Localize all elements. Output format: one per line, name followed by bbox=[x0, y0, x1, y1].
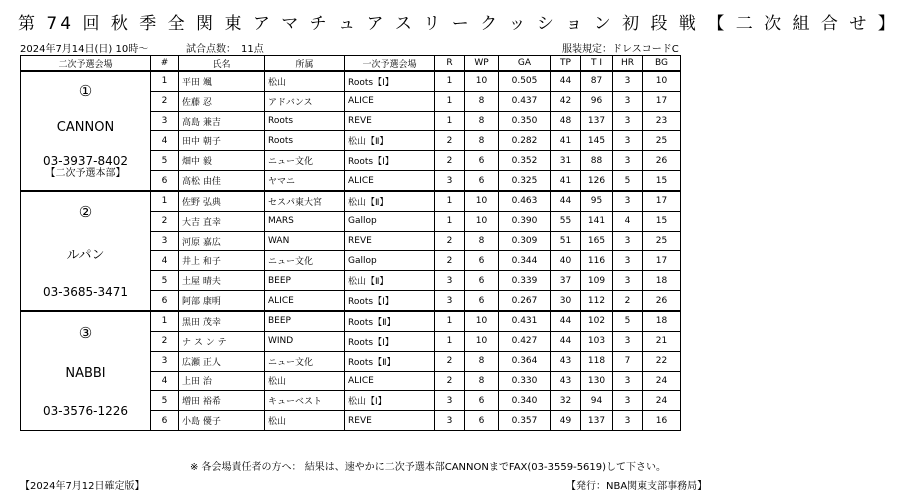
table-row bbox=[21, 71, 681, 91]
pairings-table bbox=[20, 55, 681, 431]
row-number: 4 bbox=[151, 251, 179, 271]
innings: 130 bbox=[581, 371, 613, 391]
best-game: 23 bbox=[643, 111, 681, 131]
high-run: 5 bbox=[613, 311, 643, 331]
row-number: 4 bbox=[151, 371, 179, 391]
affiliation: ニュー文化 bbox=[265, 251, 345, 271]
high-run: 3 bbox=[613, 91, 643, 111]
rank: 1 bbox=[435, 111, 465, 131]
innings: 145 bbox=[581, 131, 613, 151]
average: 0.344 bbox=[499, 251, 551, 271]
average: 0.267 bbox=[499, 291, 551, 311]
rank: 2 bbox=[435, 231, 465, 251]
affiliation: ニュー文化 bbox=[265, 151, 345, 171]
player-name: 阿部 康明 bbox=[179, 291, 265, 311]
row-number: 2 bbox=[151, 91, 179, 111]
rank: 2 bbox=[435, 371, 465, 391]
venue-cell bbox=[21, 311, 151, 431]
win-points: 10 bbox=[465, 211, 499, 231]
affiliation: WIND bbox=[265, 331, 345, 351]
row-number: 3 bbox=[151, 111, 179, 131]
win-points: 6 bbox=[465, 151, 499, 171]
affiliation: Roots bbox=[265, 111, 345, 131]
row-number: 5 bbox=[151, 391, 179, 411]
win-points: 10 bbox=[465, 191, 499, 211]
high-run: 2 bbox=[613, 291, 643, 311]
row-number: 5 bbox=[151, 271, 179, 291]
high-run: 3 bbox=[613, 151, 643, 171]
total-points: 44 bbox=[551, 191, 581, 211]
innings: 141 bbox=[581, 211, 613, 231]
innings: 103 bbox=[581, 331, 613, 351]
affiliation: MARS bbox=[265, 211, 345, 231]
player-name: 黒田 茂幸 bbox=[179, 311, 265, 331]
win-points: 8 bbox=[465, 131, 499, 151]
affiliation: 松山 bbox=[265, 71, 345, 91]
rank: 1 bbox=[435, 331, 465, 351]
event-date: 2024年7月14日(日) 10時～ bbox=[20, 44, 149, 55]
best-game: 25 bbox=[643, 231, 681, 251]
publisher: 【発行：NBA関東支部事務局】 bbox=[566, 481, 708, 492]
innings: 126 bbox=[581, 171, 613, 191]
innings: 137 bbox=[581, 411, 613, 431]
rank: 1 bbox=[435, 211, 465, 231]
total-points: 51 bbox=[551, 231, 581, 251]
col-header: 氏名 bbox=[179, 56, 265, 72]
rank: 2 bbox=[435, 251, 465, 271]
prelim-venue: ALICE bbox=[345, 91, 435, 111]
confirmed-version: 【2024年7月12日確定版】 bbox=[20, 481, 145, 492]
affiliation: ニュー文化 bbox=[265, 351, 345, 371]
match-points: 試合点数： 11点 bbox=[186, 44, 264, 55]
high-run: 3 bbox=[613, 251, 643, 271]
player-name: 上田 治 bbox=[179, 371, 265, 391]
prelim-venue: Roots【Ⅰ】 bbox=[345, 71, 435, 91]
col-header: # bbox=[151, 56, 179, 72]
row-number: 3 bbox=[151, 231, 179, 251]
best-game: 22 bbox=[643, 351, 681, 371]
high-run: 3 bbox=[613, 331, 643, 351]
col-header: HR bbox=[613, 56, 643, 72]
row-number: 6 bbox=[151, 411, 179, 431]
average: 0.390 bbox=[499, 211, 551, 231]
row-number: 3 bbox=[151, 351, 179, 371]
innings: 87 bbox=[581, 71, 613, 91]
rank: 3 bbox=[435, 271, 465, 291]
venue-name: CANNON bbox=[56, 120, 115, 135]
win-points: 6 bbox=[465, 411, 499, 431]
innings: 116 bbox=[581, 251, 613, 271]
innings: 88 bbox=[581, 151, 613, 171]
player-name: 小島 優子 bbox=[179, 411, 265, 431]
high-run: 3 bbox=[613, 71, 643, 91]
rank: 1 bbox=[435, 91, 465, 111]
rank: 2 bbox=[435, 151, 465, 171]
high-run: 3 bbox=[613, 131, 643, 151]
average: 0.340 bbox=[499, 391, 551, 411]
average: 0.350 bbox=[499, 111, 551, 131]
average: 0.431 bbox=[499, 311, 551, 331]
affiliation: BEEP bbox=[265, 271, 345, 291]
venue-phone: 03-3937-8402 bbox=[42, 154, 128, 168]
affiliation: ヤマニ bbox=[265, 171, 345, 191]
affiliation: 松山 bbox=[265, 371, 345, 391]
col-header: TP bbox=[551, 56, 581, 72]
col-header: 二次予選会場 bbox=[21, 56, 151, 72]
player-name: 土屋 晴夫 bbox=[179, 271, 265, 291]
total-points: 42 bbox=[551, 91, 581, 111]
best-game: 18 bbox=[643, 271, 681, 291]
best-game: 15 bbox=[643, 171, 681, 191]
venue-cell bbox=[21, 71, 151, 191]
player-name: ナ ス ン テ bbox=[179, 331, 265, 351]
win-points: 8 bbox=[465, 111, 499, 131]
affiliation: アドバンス bbox=[265, 91, 345, 111]
high-run: 4 bbox=[613, 211, 643, 231]
venue-name: NABBI bbox=[65, 366, 106, 381]
high-run: 3 bbox=[613, 411, 643, 431]
high-run: 5 bbox=[613, 171, 643, 191]
row-number: 2 bbox=[151, 211, 179, 231]
total-points: 49 bbox=[551, 411, 581, 431]
affiliation: セスパ東大宮 bbox=[265, 191, 345, 211]
innings: 165 bbox=[581, 231, 613, 251]
rank: 3 bbox=[435, 411, 465, 431]
total-points: 44 bbox=[551, 331, 581, 351]
col-header: GA bbox=[499, 56, 551, 72]
prelim-venue: Gallop bbox=[345, 251, 435, 271]
rank: 1 bbox=[435, 191, 465, 211]
best-game: 21 bbox=[643, 331, 681, 351]
innings: 109 bbox=[581, 271, 613, 291]
affiliation: 松山 bbox=[265, 411, 345, 431]
prelim-venue: Roots【Ⅱ】 bbox=[345, 351, 435, 371]
row-number: 6 bbox=[151, 291, 179, 311]
average: 0.437 bbox=[499, 91, 551, 111]
win-points: 8 bbox=[465, 351, 499, 371]
prelim-venue: Roots【Ⅰ】 bbox=[345, 151, 435, 171]
best-game: 17 bbox=[643, 251, 681, 271]
average: 0.309 bbox=[499, 231, 551, 251]
player-name: 佐藤 忍 bbox=[179, 91, 265, 111]
best-game: 24 bbox=[643, 391, 681, 411]
row-number: 1 bbox=[151, 71, 179, 91]
best-game: 17 bbox=[643, 191, 681, 211]
average: 0.352 bbox=[499, 151, 551, 171]
player-name: 佐野 弘典 bbox=[179, 191, 265, 211]
prelim-venue: 松山【Ⅱ】 bbox=[345, 131, 435, 151]
best-game: 17 bbox=[643, 91, 681, 111]
average: 0.463 bbox=[499, 191, 551, 211]
best-game: 24 bbox=[643, 371, 681, 391]
affiliation: ALICE bbox=[265, 291, 345, 311]
row-number: 1 bbox=[151, 191, 179, 211]
total-points: 32 bbox=[551, 391, 581, 411]
prelim-venue: ALICE bbox=[345, 171, 435, 191]
rank: 1 bbox=[435, 71, 465, 91]
win-points: 8 bbox=[465, 371, 499, 391]
venue-name: ルパン bbox=[66, 247, 105, 263]
average: 0.282 bbox=[499, 131, 551, 151]
prelim-venue: Roots【Ⅰ】 bbox=[345, 291, 435, 311]
best-game: 10 bbox=[643, 71, 681, 91]
player-name: 増田 裕希 bbox=[179, 391, 265, 411]
average: 0.364 bbox=[499, 351, 551, 371]
best-game: 26 bbox=[643, 151, 681, 171]
row-number: 1 bbox=[151, 311, 179, 331]
venue-phone: 03-3685-3471 bbox=[42, 284, 128, 299]
total-points: 40 bbox=[551, 251, 581, 271]
total-points: 30 bbox=[551, 291, 581, 311]
table-row bbox=[21, 191, 681, 211]
total-points: 48 bbox=[551, 111, 581, 131]
prelim-venue: 松山【Ⅱ】 bbox=[345, 191, 435, 211]
col-header: T I bbox=[581, 56, 613, 72]
innings: 94 bbox=[581, 391, 613, 411]
high-run: 3 bbox=[613, 271, 643, 291]
player-name: 高松 由佳 bbox=[179, 171, 265, 191]
table-header-row bbox=[21, 56, 681, 72]
win-points: 6 bbox=[465, 391, 499, 411]
best-game: 15 bbox=[643, 211, 681, 231]
row-number: 6 bbox=[151, 171, 179, 191]
player-name: 田中 朝子 bbox=[179, 131, 265, 151]
win-points: 8 bbox=[465, 91, 499, 111]
total-points: 31 bbox=[551, 151, 581, 171]
row-number: 4 bbox=[151, 131, 179, 151]
average: 0.339 bbox=[499, 271, 551, 291]
best-game: 25 bbox=[643, 131, 681, 151]
total-points: 43 bbox=[551, 351, 581, 371]
total-points: 55 bbox=[551, 211, 581, 231]
total-points: 43 bbox=[551, 371, 581, 391]
win-points: 6 bbox=[465, 271, 499, 291]
venue-number: ① bbox=[78, 82, 93, 100]
high-run: 3 bbox=[613, 371, 643, 391]
average: 0.325 bbox=[499, 171, 551, 191]
player-name: 井上 和子 bbox=[179, 251, 265, 271]
player-name: 高島 兼吉 bbox=[179, 111, 265, 131]
affiliation: WAN bbox=[265, 231, 345, 251]
prelim-venue: REVE bbox=[345, 411, 435, 431]
win-points: 6 bbox=[465, 251, 499, 271]
dress-code: 服装規定：ドレスコードC bbox=[562, 44, 679, 55]
rank: 2 bbox=[435, 131, 465, 151]
page-title: 第 74 回 秋 季 全 関 東 ア マ チ ュ ア ス リ ー ク ッ シ ョ ン 初 段 戦 【 二 次 組 合 せ 】 bbox=[18, 14, 898, 34]
win-points: 8 bbox=[465, 231, 499, 251]
prelim-venue: ALICE bbox=[345, 371, 435, 391]
venue-phone: 03-3576-1226 bbox=[42, 404, 128, 418]
venue-note: 【二次予選本部】 bbox=[45, 168, 126, 179]
average: 0.427 bbox=[499, 331, 551, 351]
win-points: 10 bbox=[465, 311, 499, 331]
col-header: BG bbox=[643, 56, 681, 72]
table-row bbox=[21, 311, 681, 331]
col-header: R bbox=[435, 56, 465, 72]
total-points: 41 bbox=[551, 171, 581, 191]
fax-instruction: ※ 各会場責任者の方へ： 結果は、速やかに二次予選本部CANNONまでFAX(03-3559-5619)して下さい。 bbox=[190, 462, 667, 473]
affiliation: Roots bbox=[265, 131, 345, 151]
high-run: 3 bbox=[613, 231, 643, 251]
innings: 95 bbox=[581, 191, 613, 211]
average: 0.357 bbox=[499, 411, 551, 431]
win-points: 6 bbox=[465, 291, 499, 311]
rank: 3 bbox=[435, 391, 465, 411]
rank: 3 bbox=[435, 171, 465, 191]
prelim-venue: Gallop bbox=[345, 211, 435, 231]
innings: 137 bbox=[581, 111, 613, 131]
rank: 3 bbox=[435, 291, 465, 311]
innings: 112 bbox=[581, 291, 613, 311]
row-number: 5 bbox=[151, 151, 179, 171]
high-run: 3 bbox=[613, 391, 643, 411]
best-game: 18 bbox=[643, 311, 681, 331]
innings: 102 bbox=[581, 311, 613, 331]
venue-cell bbox=[21, 191, 151, 311]
player-name: 広瀬 正人 bbox=[179, 351, 265, 371]
player-name: 平田 颯 bbox=[179, 71, 265, 91]
venue-number: ② bbox=[78, 203, 93, 222]
prelim-venue: Roots【Ⅱ】 bbox=[345, 311, 435, 331]
average: 0.330 bbox=[499, 371, 551, 391]
total-points: 41 bbox=[551, 131, 581, 151]
venue-number: ③ bbox=[78, 324, 93, 342]
prelim-venue: Roots【Ⅰ】 bbox=[345, 331, 435, 351]
affiliation: BEEP bbox=[265, 311, 345, 331]
prelim-venue: REVE bbox=[345, 231, 435, 251]
best-game: 26 bbox=[643, 291, 681, 311]
win-points: 10 bbox=[465, 331, 499, 351]
total-points: 37 bbox=[551, 271, 581, 291]
high-run: 7 bbox=[613, 351, 643, 371]
col-header: 所属 bbox=[265, 56, 345, 72]
total-points: 44 bbox=[551, 311, 581, 331]
high-run: 3 bbox=[613, 111, 643, 131]
col-header: WP bbox=[465, 56, 499, 72]
win-points: 6 bbox=[465, 171, 499, 191]
innings: 96 bbox=[581, 91, 613, 111]
row-number: 2 bbox=[151, 331, 179, 351]
best-game: 16 bbox=[643, 411, 681, 431]
col-header: 一次予選会場 bbox=[345, 56, 435, 72]
prelim-venue: 松山【Ⅱ】 bbox=[345, 271, 435, 291]
rank: 1 bbox=[435, 311, 465, 331]
high-run: 3 bbox=[613, 191, 643, 211]
innings: 118 bbox=[581, 351, 613, 371]
player-name: 大吉 直幸 bbox=[179, 211, 265, 231]
total-points: 44 bbox=[551, 71, 581, 91]
win-points: 10 bbox=[465, 71, 499, 91]
prelim-venue: REVE bbox=[345, 111, 435, 131]
rank: 2 bbox=[435, 351, 465, 371]
player-name: 河原 嘉広 bbox=[179, 231, 265, 251]
average: 0.505 bbox=[499, 71, 551, 91]
prelim-venue: 松山【Ⅰ】 bbox=[345, 391, 435, 411]
affiliation: キューベスト bbox=[265, 391, 345, 411]
player-name: 畑中 毅 bbox=[179, 151, 265, 171]
